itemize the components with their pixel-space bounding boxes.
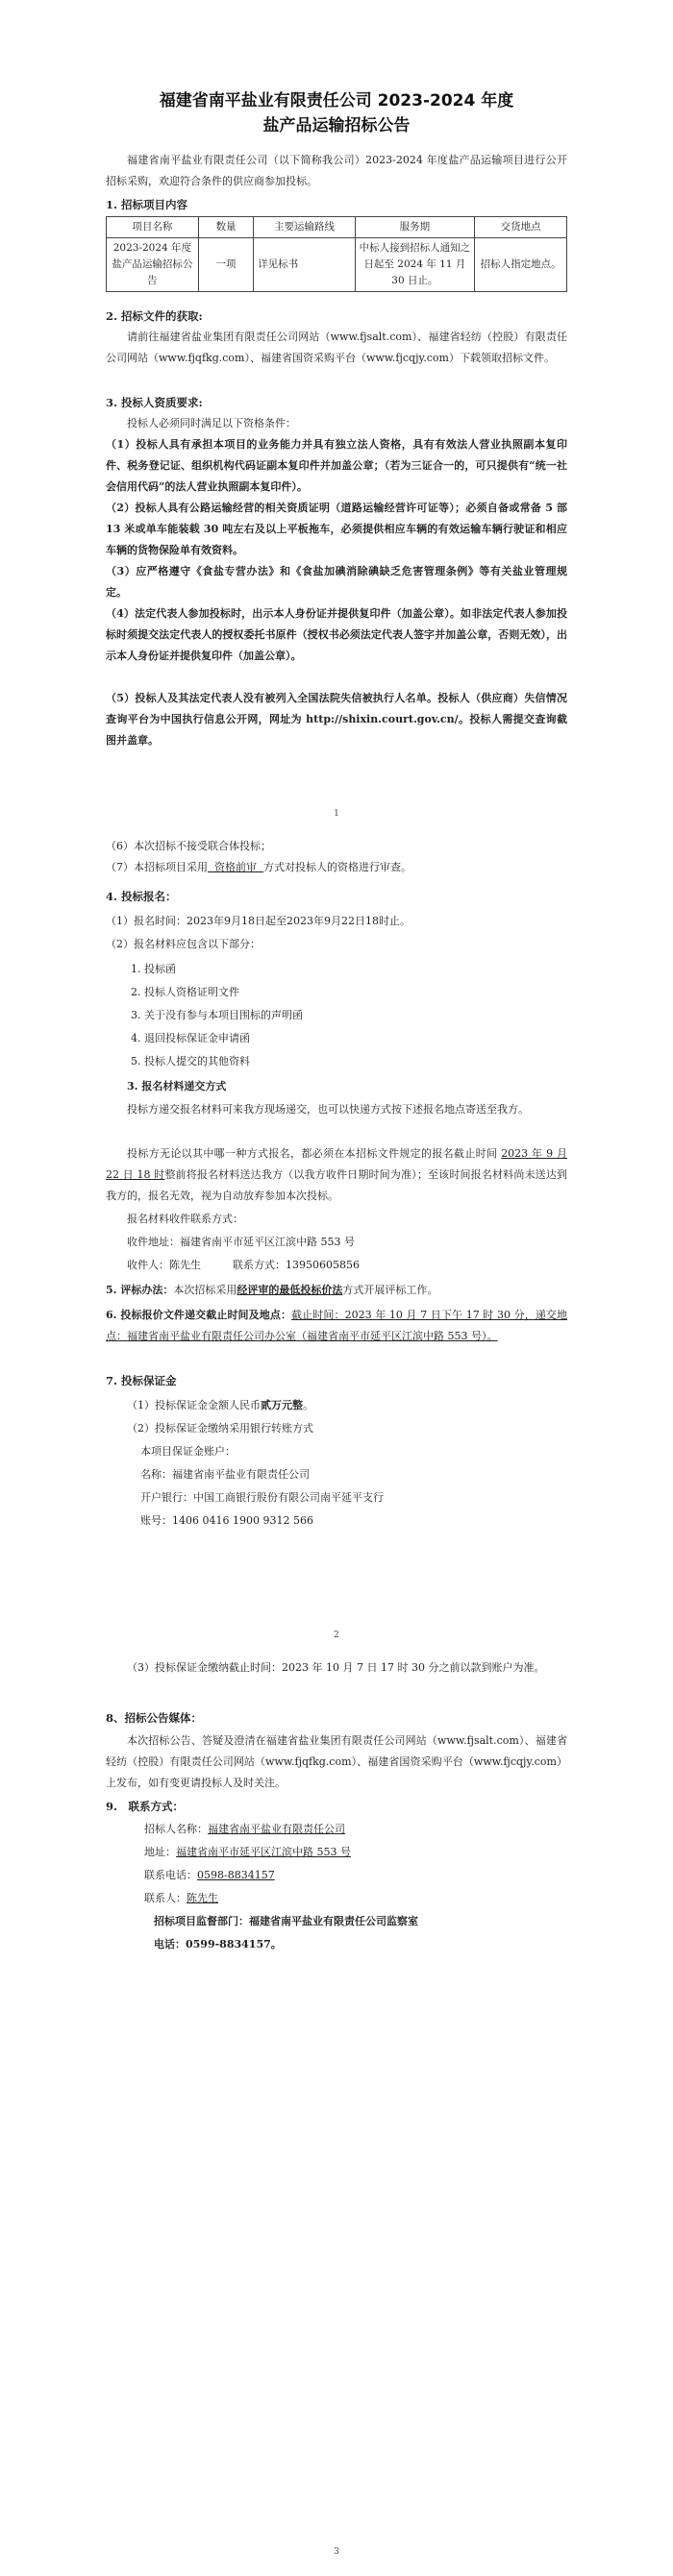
page-number: 2: [334, 1631, 339, 1640]
deposit-amount-post: 。: [303, 1399, 313, 1411]
item-7-prefix: （7）本招标项目采用: [106, 861, 208, 873]
title-line-1: 福建省南平盐业有限责任公司 2023-2024 年度: [159, 91, 514, 110]
receiver-lead: 报名材料收件联系方式：: [127, 1213, 243, 1225]
section-6-text: 截止时间：2023 年 10 月 7 日下午 17 时 30 分，递交地点：福建省南平盐业有限责任公司办公室（福建省南平市延平区江滨中路 553 号）。: [106, 1309, 568, 1342]
table-header: 交货地点: [475, 217, 567, 238]
submission-deadline: 2023 年 9 月 22 日 18 时: [106, 1147, 568, 1181]
qualification-item-2: （2）投标人具有公路运输经营的相关资质证明（道路运输经营许可证等）；必须自备或常备 5 部 13 米或单车能装载 30 吨左右及以上平板拖车，必须提供相应车辆的有效运输车辆行驶证和相应车辆的货物保险单有效资料。: [106, 502, 567, 556]
registration-doc-item: 3. 关于没有参与本项目围标的声明函: [131, 1009, 303, 1021]
table-cell: 招标人指定地点。: [475, 238, 567, 292]
deposit-amount-pre: （1）投标保证金金额人民币: [127, 1399, 261, 1411]
deposit-account-lead: 本项目保证金账户：: [140, 1445, 236, 1458]
section-8-text: 本次招标公告、答疑及澄清在福建省盐业集团有限责任公司网站（www.fjsalt.com）、福建省轻纺（控股）有限责任公司网站（www.fjqfkg.com）、福建省国资采购平台（www.fjcqjy.com）上发布，如有变更请投标人及时关注。: [106, 1734, 567, 1789]
contact-org-label: 招标人名称：: [144, 1823, 208, 1835]
contact-person: [144, 1888, 218, 1909]
section-5: [106, 1280, 437, 1301]
table-header: 主要运输路线: [254, 217, 355, 238]
deposit-amount-value: 贰万元整: [261, 1399, 303, 1411]
contact-org-value: 福建省南平盐业有限责任公司: [208, 1823, 345, 1835]
contact-address-value: 福建省南平市延平区江滨中路 553 号: [176, 1846, 351, 1858]
table-row: [107, 238, 567, 292]
section-2-text: 请前往福建省盐业集团有限责任公司网站（www.fjsalt.com）、福建省轻纺（控股）有限责任公司网站（www.fjqfkg.com）、福建省国资采购平台（www.fjcqjy.com）下载领取招标文件。: [106, 331, 567, 364]
submission-method-heading: 3. 报名材料递交方式: [127, 1080, 227, 1092]
submission-method-2-a: 投标方无论以其中哪一种方式报名，都必须在本招标文件规定的报名截止时间: [127, 1147, 502, 1160]
section-2-heading: 2. 招标文件的获取:: [106, 309, 203, 323]
section-6-heading: 6. 投标报价文件递交截止时间及地点：: [106, 1309, 292, 1321]
receiver-contact: 收件人：陈先生 联系方式：13950605856: [127, 1259, 360, 1271]
page-3: [0, 1657, 673, 2576]
intro-paragraph: 福建省南平盐业有限责任公司（以下简称我公司）2023-2024 年度盐产品运输项目进行公开招标采购，欢迎符合条件的供应商参加投标。: [106, 154, 567, 187]
qualification-item-4: （4）法定代表人参加投标时，出示本人身份证并提供复印件（加盖公章）。如非法定代表人参加投标时须提交法定代表人的授权委托书原件（授权书必须法定代表人签字并加盖公章，否则无效），出示本人身份证并提供复印件（加盖公章）。: [106, 607, 567, 662]
section-3-heading: 3. 投标人资质要求:: [106, 396, 203, 409]
deposit-deadline: （3）投标保证金缴纳截止时间：2023 年 10 月 7 日 17 时 30 分之前以款到账户为准。: [127, 1661, 545, 1674]
submission-method-1: 投标方递交报名材料可来我方现场递交，也可以快递方式按下述报名地点寄送至我方。: [127, 1103, 529, 1116]
table-header: 数量: [198, 217, 253, 238]
contact-person-label: 联系人：: [144, 1892, 187, 1904]
supervision-phone: 电话：0599-8834157。: [154, 1938, 282, 1950]
contact-address-label: 地址：: [144, 1846, 176, 1858]
registration-time: （1）报名时间：2023年9月18日起至2023年9月22日18时止。: [106, 915, 411, 927]
table-cell: 中标人接到招标人通知之日起至 2024 年 11 月 30 日止。: [355, 238, 475, 292]
table-header: 服务期: [355, 217, 475, 238]
registration-doc-item: 5. 投标人提交的其他资料: [131, 1055, 250, 1067]
contact-phone-label: 联系电话：: [144, 1869, 197, 1881]
contact-person-value: 陈先生: [187, 1892, 218, 1904]
title-line-2: 盐产品运输招标公告: [262, 116, 411, 135]
qualification-item-3: （3）应严格遵守《食盐专营办法》和《食盐加碘消除碘缺乏危害管理条例》等有关盐业管理规定。: [106, 565, 567, 599]
contact-phone-value: 0598-8834157: [197, 1869, 275, 1881]
table-cell: 2023-2024 年度盐产品运输招标公告: [107, 238, 199, 292]
contact-address: [144, 1842, 351, 1863]
page-number: 3: [334, 2547, 339, 2557]
registration-doc-item: 4. 退回投标保证金申请函: [131, 1032, 250, 1044]
section-5-mid: 本次招标采用: [173, 1284, 237, 1296]
table-cell: 一项: [198, 238, 253, 292]
contact-phone: [144, 1865, 275, 1886]
deposit-amount: [127, 1395, 313, 1416]
page-number: 1: [334, 809, 339, 819]
submission-method-2: [106, 1143, 567, 1207]
section-7-heading: 7. 投标保证金: [106, 1374, 177, 1387]
section-3-lead: 投标人必须同时满足以下资格条件：: [127, 417, 296, 429]
qualification-item-7: [106, 857, 411, 878]
page-2: [0, 836, 673, 1657]
section-1-heading: 1. 招标项目内容: [106, 198, 188, 211]
section-5-post: 方式开展评标工作。: [342, 1284, 438, 1296]
page-1: [0, 0, 673, 836]
deposit-method: （2）投标保证金缴纳采用银行转账方式: [127, 1422, 313, 1435]
contact-org: [144, 1819, 345, 1840]
section-9-heading: 9. 联系方式：: [106, 1800, 185, 1813]
section-4-heading: 4. 投标报名：: [106, 890, 177, 903]
qualification-item-6: （6）本次招标不接受联合体投标；: [106, 840, 271, 852]
submission-method-2-b: 整前将报名材料送达我方（以我方收件日期时间为准）；至该时间报名材料尚未送达到我方的，报名无效，视为自动放弃参加本次投标。: [106, 1168, 568, 1202]
supervision-dept: 招标项目监督部门：福建省南平盐业有限责任公司监察室: [154, 1915, 418, 1927]
section-8-heading: 8、招标公告媒体：: [106, 1711, 203, 1725]
project-table: [106, 216, 567, 292]
registration-doc-item: 1. 投标函: [131, 963, 176, 975]
registration-doc-item: 2. 投标人资格证明文件: [131, 986, 239, 998]
item-7-method: 资格前审: [208, 861, 263, 873]
qualification-item-1: （1）投标人具有承担本项目的业务能力并具有独立法人资格，具有有效法人营业执照副本复印件、税务登记证、组织机构代码证副本复印件并加盖公章；（若为三证合一的，可只提供有“统一社会信用代码”的法人营业执照副本复印件）。: [106, 438, 567, 493]
evaluation-method: 经评审的最低投标价法: [237, 1284, 343, 1296]
item-7-suffix: 方式对投标人的资格进行审查。: [263, 861, 411, 873]
registration-docs-lead: （2）报名材料应包含以下部分：: [106, 938, 261, 950]
table-header-row: [107, 217, 567, 238]
section-5-heading: 5. 评标办法：: [106, 1284, 174, 1296]
deposit-bank: 开户银行：中国工商银行股份有限公司南平延平支行: [140, 1491, 384, 1504]
deposit-account-name: 名称：福建省南平盐业有限责任公司: [140, 1468, 310, 1481]
table-header: 项目名称: [107, 217, 199, 238]
qualification-item-5: （5）投标人及其法定代表人没有被列入全国法院失信被执行人名单。投标人（供应商）失信情况查询平台为中国执行信息公开网，网址为 http://shixin.court.gov.cn/。投标人需提交查询截图并盖章。: [106, 692, 567, 747]
receiver-address: 收件地址：福建省南平市延平区江滨中路 553 号: [127, 1236, 355, 1248]
deposit-account-number: 账号：1406 0416 1900 9312 566: [140, 1514, 313, 1527]
section-6: [106, 1305, 567, 1347]
table-cell: 详见标书: [254, 238, 355, 292]
